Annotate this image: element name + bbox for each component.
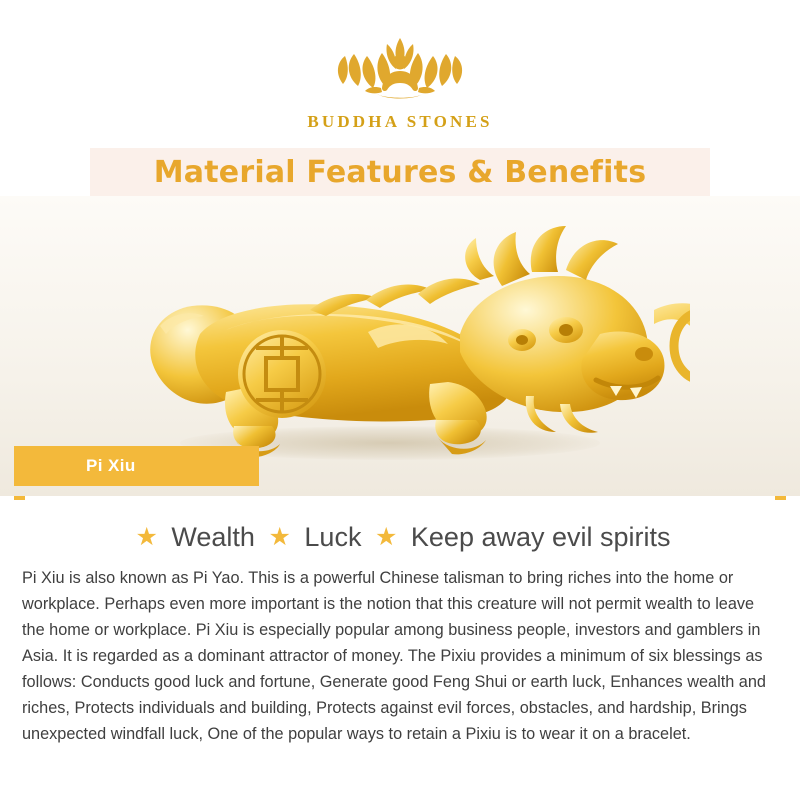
page-title: Material Features & Benefits	[153, 154, 647, 190]
product-caption-tag	[14, 446, 259, 486]
brand-logo	[0, 22, 800, 132]
benefits-headline	[0, 522, 800, 553]
brand-name: BUDDHA STONES	[307, 112, 493, 131]
product-caption-label: Pi Xiu	[86, 456, 136, 475]
benefit-item-3: Keep away evil spirits	[410, 522, 671, 552]
description-paragraph: Pi Xiu is also known as Pi Yao. This is a powerful Chinese talisman to bring riches into the home or workplace. Perhaps even more important is the notion that this creature will not permit wealth to leave the home or workplace. Pi Xiu is especially popular among business people, investors and gamblers in Asia. It is regarded as a dominant attractor of money. The Pixiu provides a minimum of six blessings as follows: Conducts good luck and fortune, Generate good Feng Shui or earth luck, Enhances wealth and riches, Protects individuals and building, Protects against evil forces, obstacles, and hardship, Brings unexpected windfall luck, One of the popular ways to retain a Pixiu is to wear it on a bracelet.	[22, 569, 766, 744]
star-icon-1: ★	[135, 523, 158, 551]
section-title-banner	[90, 148, 710, 196]
description-section	[0, 500, 800, 800]
star-icon-3: ★	[374, 523, 398, 551]
benefit-item-2: Luck	[304, 522, 362, 552]
star-icon-2: ★	[268, 523, 291, 551]
benefit-item-1: Wealth	[171, 522, 255, 552]
lotus-meditation-icon	[325, 22, 475, 106]
gold-pixiu-pendant-image	[130, 214, 690, 479]
